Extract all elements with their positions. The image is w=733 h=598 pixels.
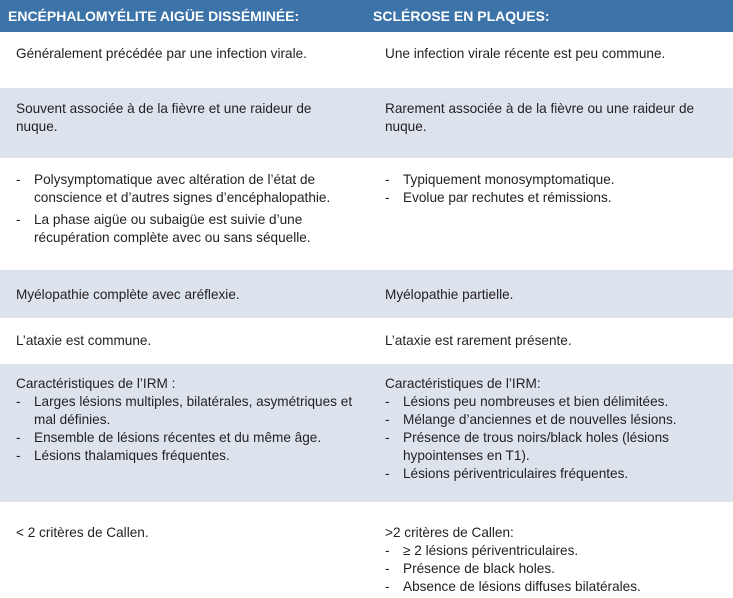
list-item: - Présence de trous noirs/black holes (lésions hypointenses en T1). [385, 430, 669, 463]
list-item: - Lésions thalamiques fréquentes. [16, 448, 230, 463]
bullet-dash: - [385, 579, 390, 594]
cell-sep: Myélopathie partielle. [385, 287, 514, 302]
cell-adem: Souvent associée à de la fièvre et une raideur de nuque. [16, 101, 312, 134]
cell-sep: Une infection virale récente est peu commune. [385, 46, 666, 61]
bullet-dash: - [385, 394, 390, 409]
bullet-dash: - [16, 430, 21, 445]
cell-sep [369, 171, 733, 270]
table-row [0, 32, 733, 88]
list-item: - Evolue par rechutes et rémissions. [385, 190, 612, 205]
list-item: - Mélange d’anciennes et de nouvelles lésions. [385, 412, 677, 427]
table-header [0, 0, 733, 32]
bullet-dash: - [385, 543, 390, 558]
bullet-dash: - [385, 412, 390, 427]
list-item: - Polysymptomatique avec altération de l’état de conscience et d’autres signes d’encéphalopathie. [16, 172, 331, 205]
list-item: - Lésions peu nombreuses et bien délimitées. [385, 394, 669, 409]
cell-sep [369, 524, 733, 598]
bullet-dash: - [16, 172, 21, 187]
cell-adem: Myélopathie complète avec aréflexie. [16, 287, 240, 302]
table-row [0, 364, 733, 502]
list-item: - La phase aigüe ou subaigüe est suivie d’une récupération complète avec ou sans séquelle. [16, 212, 311, 245]
cell-sep [369, 375, 733, 502]
cell-sep: Rarement associée à de la fièvre ou une raideur de nuque. [385, 101, 695, 134]
list-item: - Lésions périventriculaires fréquentes. [385, 466, 629, 481]
table-row [0, 158, 733, 270]
cell-lead: >2 critères de Callen: [385, 525, 514, 540]
list-item: - Larges lésions multiples, bilatérales, asymétriques et mal définies. [16, 394, 353, 427]
list-item: - Absence de lésions diffuses bilatérales. [385, 579, 641, 594]
cell-adem: L’ataxie est commune. [16, 333, 152, 348]
cell-sep: L’ataxie est rarement présente. [385, 333, 572, 348]
bullet-dash: - [16, 448, 21, 463]
header-sep: SCLÉROSE EN PLAQUES: [373, 8, 550, 24]
list-item: - Ensemble de lésions récentes et du même âge. [16, 430, 322, 445]
cell-adem: Généralement précédée par une infection virale. [16, 46, 307, 61]
table-row [0, 270, 733, 318]
bullet-dash: - [385, 172, 390, 187]
cell-lead: Caractéristiques de l’IRM : [16, 376, 176, 391]
bullet-dash: - [385, 430, 390, 445]
bullet-dash: - [385, 561, 390, 576]
table-row [0, 502, 733, 598]
list-item: - Présence de black holes. [385, 561, 555, 576]
table-row [0, 318, 733, 364]
list-item: - Typiquement monosymptomatique. [385, 172, 615, 187]
header-adem: ENCÉPHALOMYÉLITE AIGÜE DISSÉMINÉE: [8, 8, 300, 24]
cell-adem [0, 171, 369, 270]
list-item: - ≥ 2 lésions périventriculaires. [385, 543, 579, 558]
table-row [0, 88, 733, 158]
bullet-dash: - [16, 394, 21, 409]
cell-adem: < 2 critères de Callen. [16, 525, 149, 540]
cell-adem [0, 375, 369, 502]
cell-lead: Caractéristiques de l’IRM: [385, 376, 541, 391]
bullet-dash: - [16, 212, 21, 227]
bullet-dash: - [385, 466, 390, 481]
bullet-dash: - [385, 190, 390, 205]
